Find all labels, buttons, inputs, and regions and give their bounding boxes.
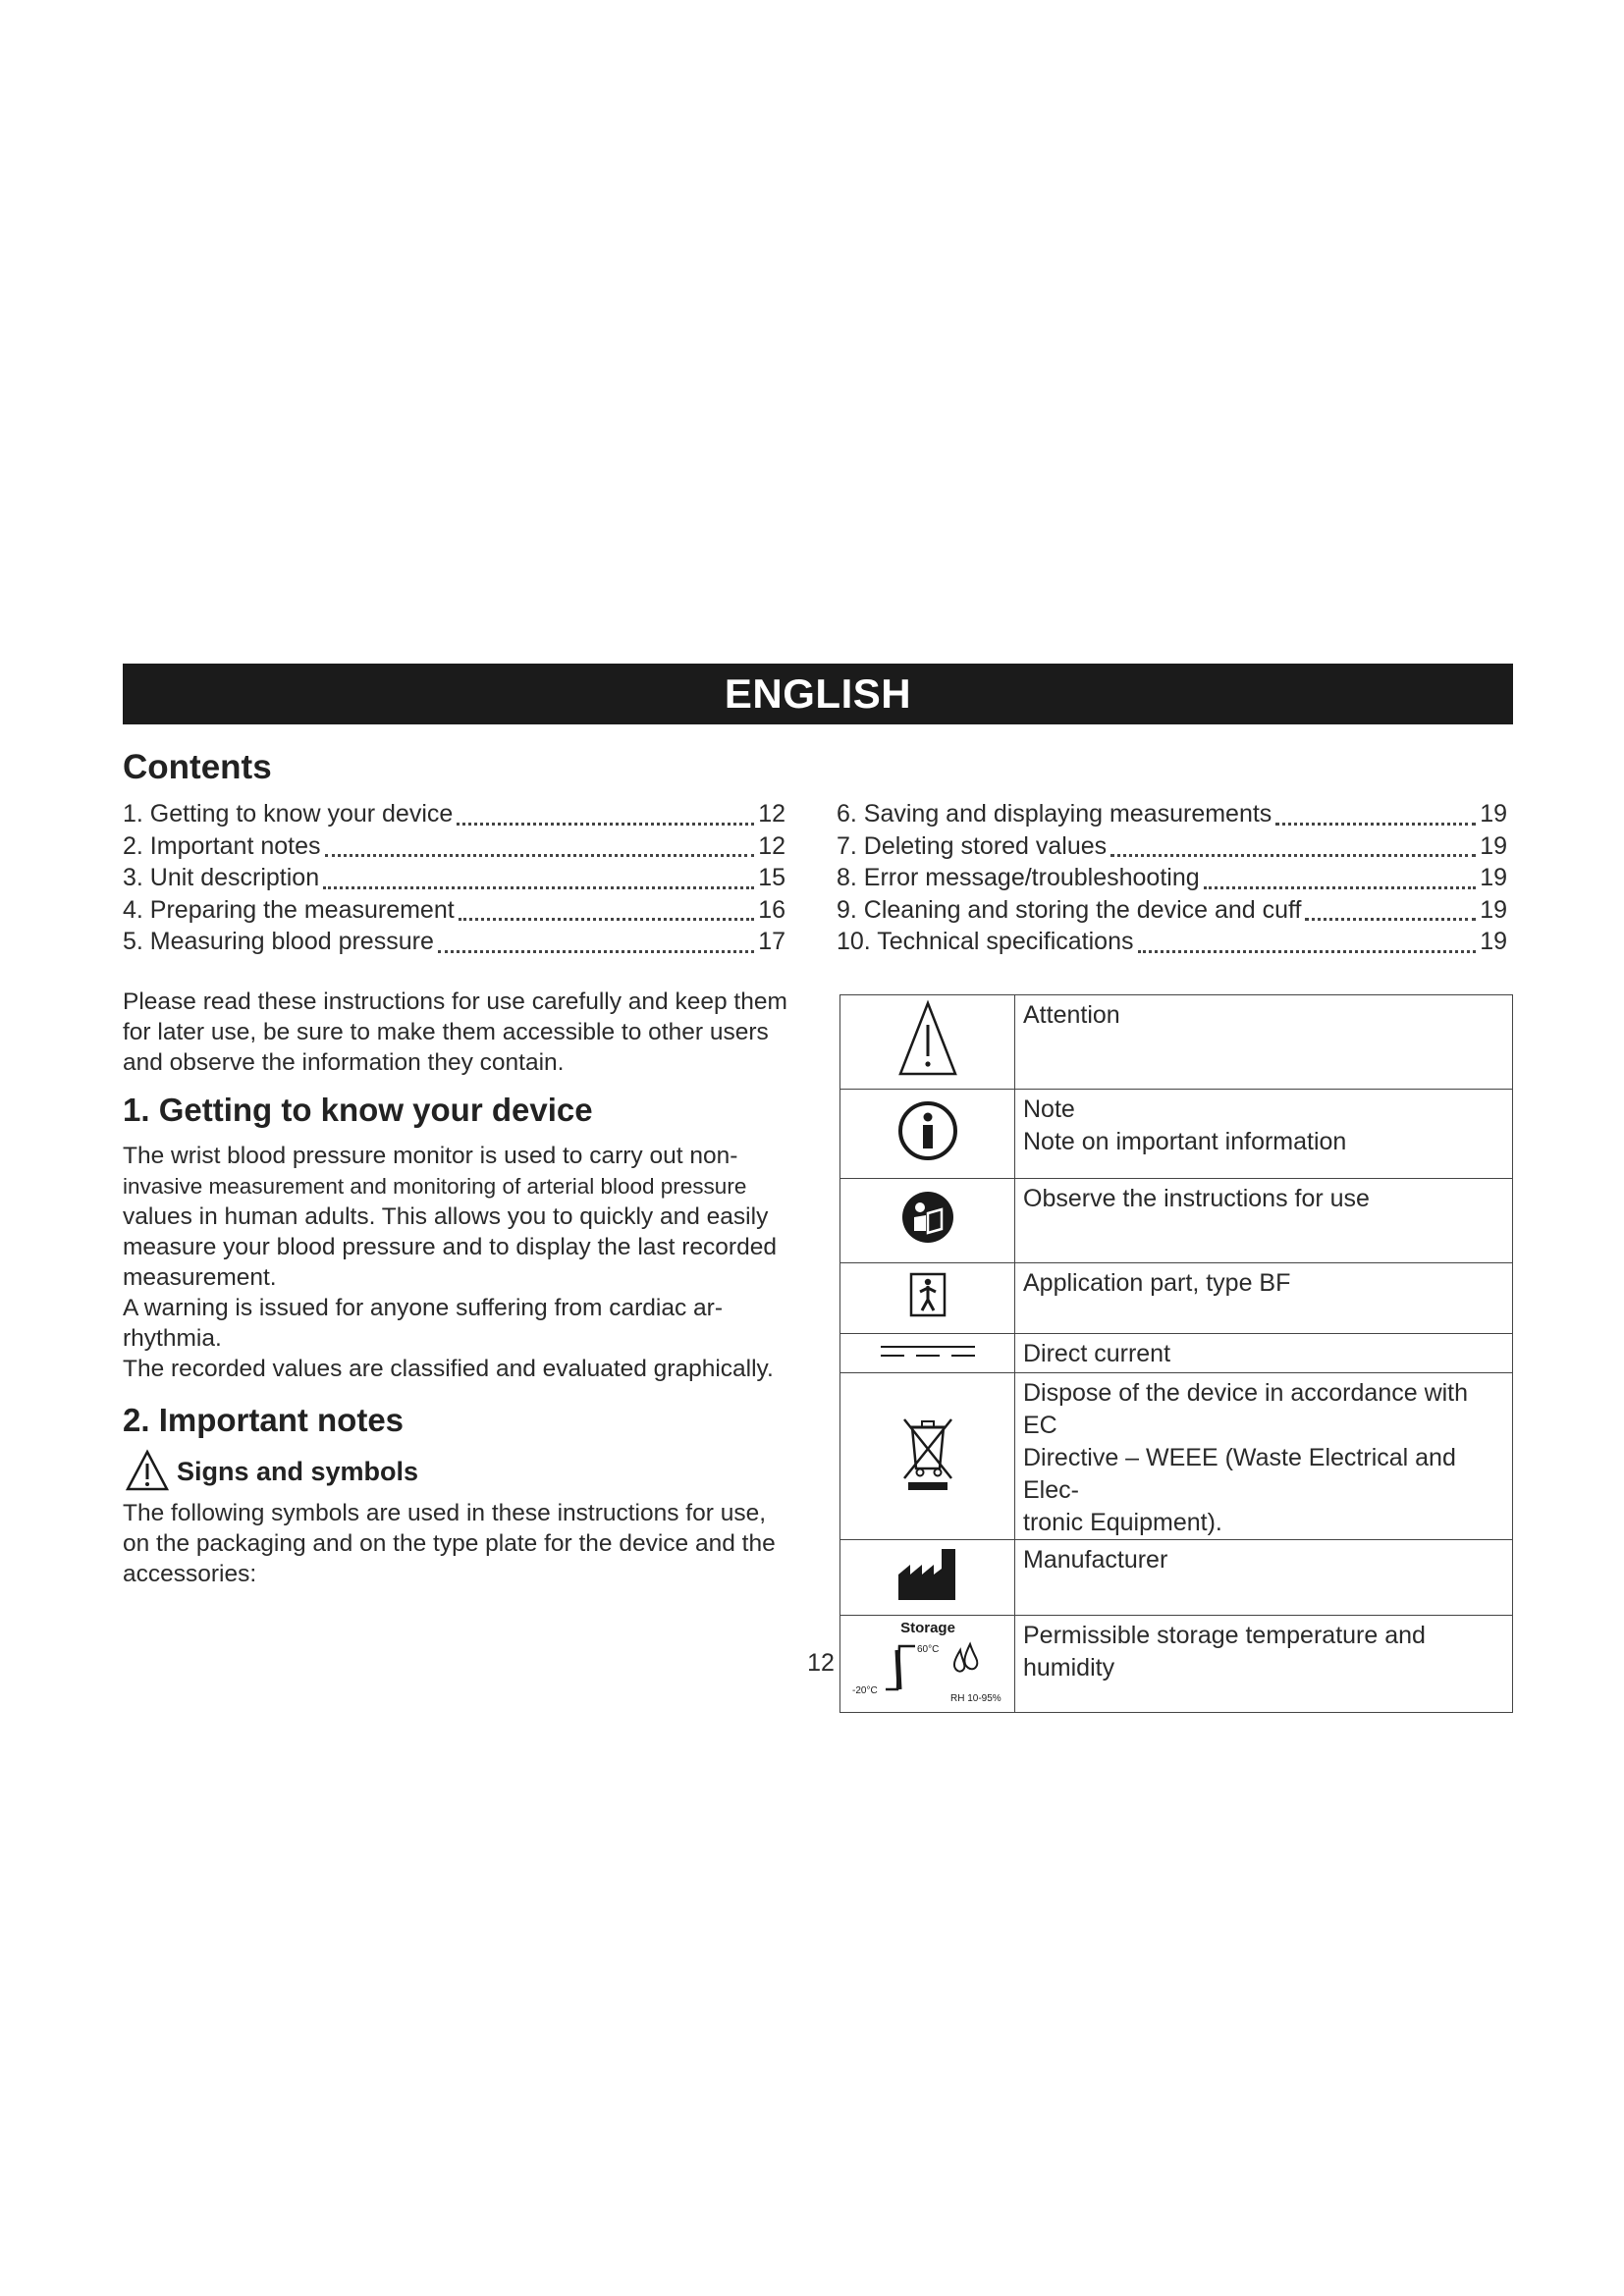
text-line: Observe the instructions for use — [1023, 1185, 1370, 1212]
text-line: and observe the information they contain. — [123, 1049, 565, 1076]
toc-entry[interactable] — [837, 928, 1507, 960]
symbol-cell — [840, 1373, 1015, 1540]
symbol-description — [1015, 1373, 1513, 1540]
symbol-description — [1015, 1263, 1513, 1334]
table-row — [840, 1090, 1513, 1179]
toc-entry-page: 19 — [1480, 831, 1507, 860]
text-line: rhythmia. — [123, 1325, 222, 1352]
toc-entry-page: 19 — [1480, 800, 1507, 828]
toc-entry[interactable] — [123, 896, 785, 929]
text-line: Note on important information — [1023, 1128, 1347, 1155]
symbol-description — [1015, 1179, 1513, 1263]
toc-leader-dots — [438, 950, 754, 953]
symbol-cell — [840, 1179, 1015, 1263]
symbol-description — [1015, 995, 1513, 1090]
language-banner: ENGLISH — [123, 664, 1513, 724]
toc-entry-label: 7. Deleting stored values — [837, 831, 1108, 860]
toc-leader-dots — [323, 886, 754, 889]
subheading-signs-symbols: Signs and symbols — [177, 1457, 419, 1486]
toc-entry[interactable] — [837, 832, 1507, 865]
temp-low-label: -20°C — [851, 1684, 878, 1696]
text-line: Permissible storage temperature and — [1023, 1622, 1426, 1649]
toc-leader-dots — [459, 918, 755, 921]
toc-entry-label: 5. Measuring blood pressure — [123, 928, 434, 955]
toc-entry-label: 6. Saving and displaying measurements — [837, 800, 1272, 828]
toc-entry[interactable] — [837, 896, 1507, 929]
toc-entry-page: 19 — [1480, 928, 1507, 955]
symbol-cell — [840, 1263, 1015, 1334]
toc-leader-dots — [1204, 886, 1477, 889]
toc-entry-label: 9. Cleaning and storing the device and cuff — [837, 895, 1302, 924]
toc-entry-label: 4. Preparing the measurement — [123, 895, 455, 924]
intro-paragraph — [123, 987, 800, 1078]
toc-leader-dots — [1305, 918, 1476, 921]
toc-entry[interactable] — [123, 928, 785, 960]
weee-bin-icon — [900, 1414, 955, 1492]
storage-temperature-humidity-icon — [844, 1617, 1011, 1705]
symbol-description — [1015, 1616, 1513, 1713]
table-row — [840, 1616, 1513, 1713]
text-line: measurement. — [123, 1264, 277, 1291]
text-line: Manufacturer — [1023, 1546, 1168, 1574]
toc-entry[interactable] — [837, 800, 1507, 832]
table-row — [840, 1263, 1513, 1334]
section-heading-getting-to-know: 1. Getting to know your device — [123, 1092, 593, 1128]
toc-entry-page: 19 — [1480, 864, 1507, 891]
text-line: Please read these instructions for use carefully and keep them — [123, 988, 787, 1015]
direct-current-icon — [879, 1341, 977, 1361]
toc-entry-page: 17 — [758, 928, 785, 955]
symbol-cell — [840, 995, 1015, 1090]
section-heading-important-notes: 2. Important notes — [123, 1402, 405, 1438]
temp-high-label: 60°C — [916, 1643, 939, 1655]
section1-paragraph — [123, 1141, 800, 1384]
symbol-cell — [840, 1616, 1015, 1713]
humidity-label: RH 10-95% — [949, 1692, 1001, 1704]
toc-entry-label: 8. Error message/troubleshooting — [837, 864, 1200, 891]
text-line: Directive – WEEE (Waste Electrical and Elec- — [1023, 1444, 1456, 1504]
toc-entry-label: 10. Technical specifications — [837, 928, 1134, 955]
toc-entry-page: 15 — [758, 864, 785, 891]
text-line: for later use, be sure to make them accessible to other users — [123, 1019, 769, 1045]
warning-triangle-icon — [897, 999, 958, 1078]
toc-leader-dots — [325, 854, 755, 857]
text-line: humidity — [1023, 1654, 1115, 1682]
text-line: accessories: — [123, 1561, 257, 1587]
text-line: Note — [1023, 1095, 1075, 1123]
toc-leader-dots — [457, 823, 754, 826]
toc-entry-page: 12 — [758, 800, 785, 828]
toc-leader-dots — [1275, 823, 1476, 826]
info-circle-icon — [897, 1100, 958, 1161]
toc-entry-label: 3. Unit description — [123, 864, 320, 891]
table-row — [840, 995, 1513, 1090]
text-line: Dispose of the device in accordance with EC — [1023, 1379, 1469, 1439]
symbol-cell — [840, 1540, 1015, 1616]
contents-title: Contents — [123, 748, 272, 786]
type-bf-body-icon — [909, 1272, 947, 1317]
warning-triangle-icon — [126, 1449, 169, 1492]
text-line: Direct current — [1023, 1340, 1171, 1367]
symbol-description — [1015, 1540, 1513, 1616]
toc-leader-dots — [1138, 950, 1477, 953]
instructions-manual-icon — [900, 1190, 955, 1245]
text-line: The following symbols are used in these instructions for use, — [123, 1500, 767, 1526]
toc-entry[interactable] — [123, 832, 785, 865]
toc-entry[interactable] — [123, 800, 785, 832]
section2-paragraph — [123, 1498, 800, 1589]
toc-entry-page: 19 — [1480, 895, 1507, 924]
toc-leader-dots — [1110, 854, 1476, 857]
text-line: A warning is issued for anyone suffering from cardiac ar- — [123, 1295, 723, 1321]
toc-entry[interactable] — [837, 864, 1507, 896]
page-number: 12 — [807, 1649, 835, 1677]
text-line: invasive measurement and monitoring of arterial blood pressure — [123, 1174, 747, 1199]
symbols-table — [839, 994, 1513, 1713]
symbol-cell — [840, 1090, 1015, 1179]
table-row — [840, 1373, 1513, 1540]
table-row — [840, 1334, 1513, 1373]
text-line: values in human adults. This allows you to quickly and easily — [123, 1203, 769, 1230]
symbol-cell — [840, 1334, 1015, 1373]
text-line: on the packaging and on the type plate for the device and the — [123, 1530, 776, 1557]
symbol-description — [1015, 1090, 1513, 1179]
toc-entry-page: 16 — [758, 895, 785, 924]
symbol-description — [1015, 1334, 1513, 1373]
toc-entry-label: 2. Important notes — [123, 831, 321, 860]
toc-right-column — [837, 800, 1507, 960]
toc-entry[interactable] — [123, 864, 785, 896]
toc-left-column — [123, 800, 785, 960]
toc-entry-page: 12 — [758, 831, 785, 860]
table-row — [840, 1540, 1513, 1616]
manufacturer-factory-icon — [896, 1547, 959, 1602]
storage-label: Storage — [899, 1619, 955, 1636]
text-line: tronic Equipment). — [1023, 1509, 1222, 1536]
text-line: measure your blood pressure and to display the last recorded — [123, 1234, 777, 1260]
table-row — [840, 1179, 1513, 1263]
text-line: The recorded values are classified and evaluated graphically. — [123, 1356, 774, 1382]
toc-entry-label: 1. Getting to know your device — [123, 800, 454, 828]
text-line: The wrist blood pressure monitor is used to carry out non- — [123, 1143, 738, 1169]
text-line: Attention — [1023, 1001, 1120, 1029]
text-line: Application part, type BF — [1023, 1269, 1291, 1297]
